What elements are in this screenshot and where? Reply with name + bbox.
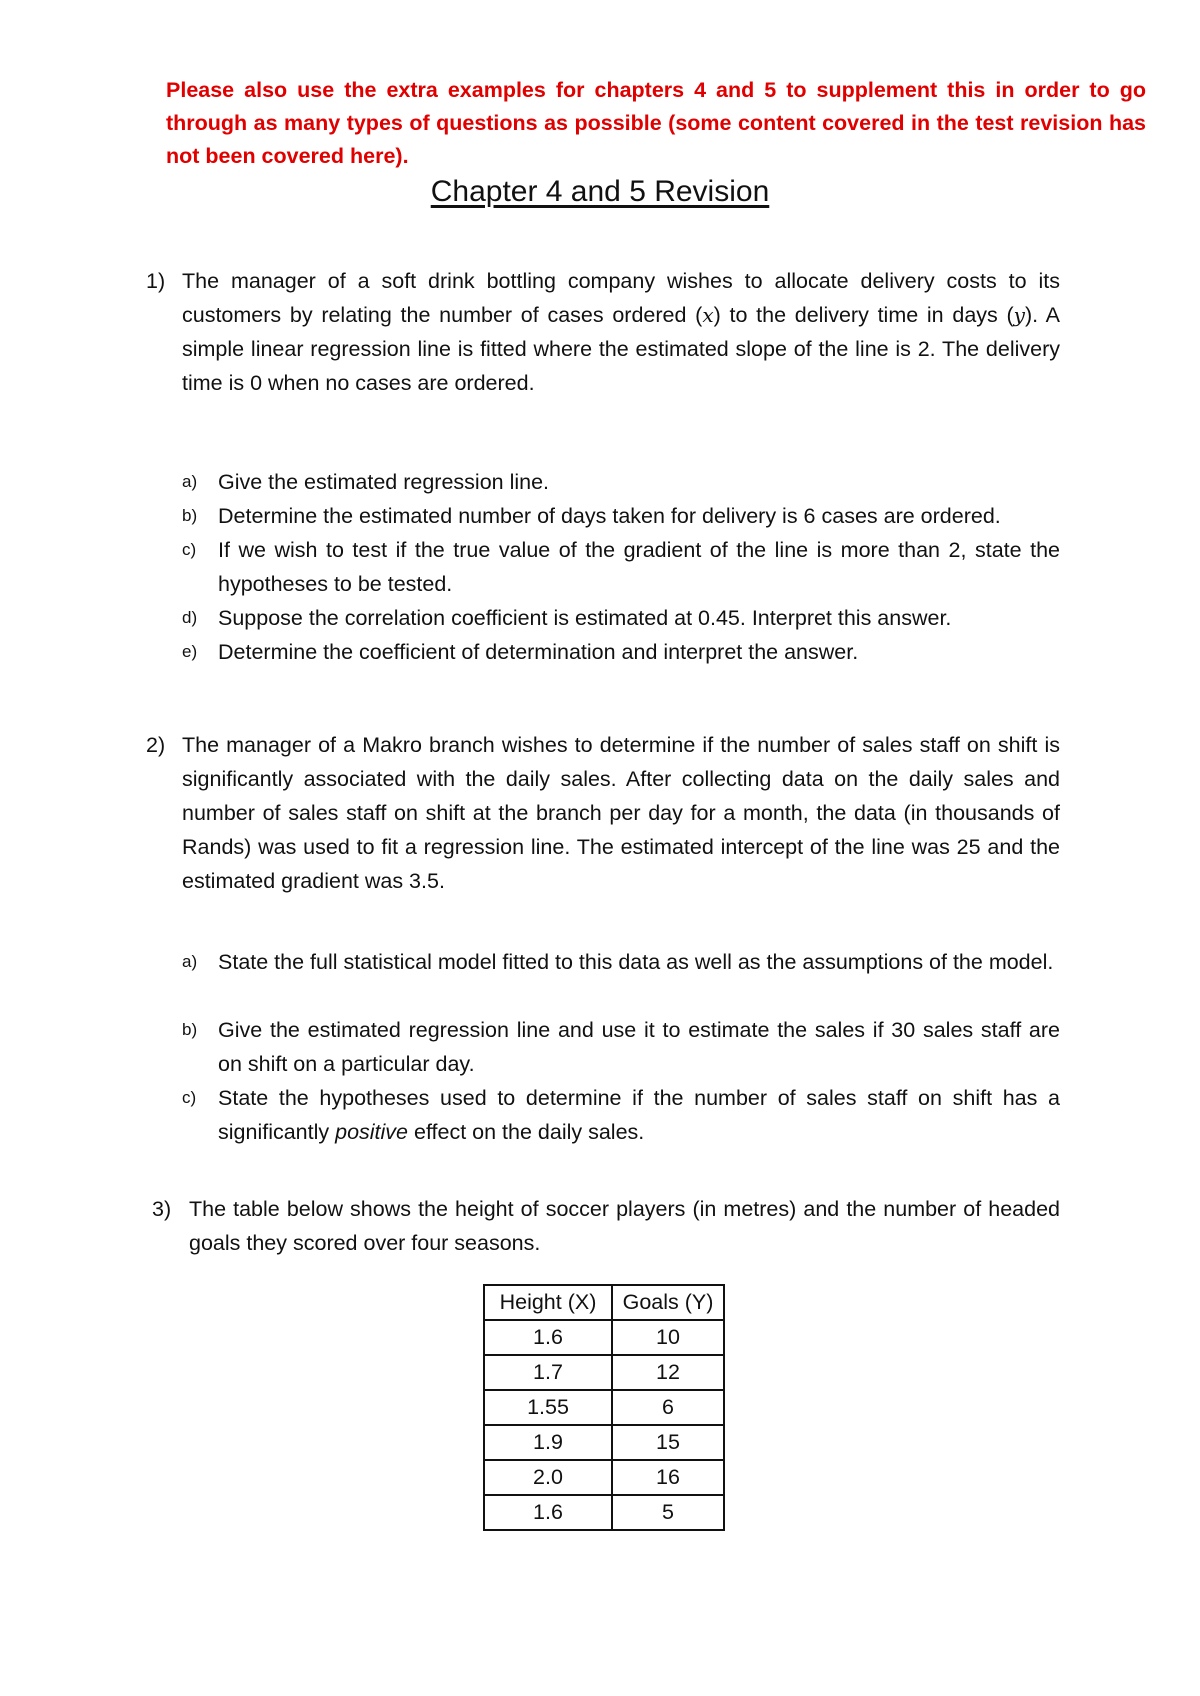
q2-part-a-label: a): [182, 952, 198, 971]
question-1-text: [182, 264, 1060, 400]
table-row: [484, 1460, 724, 1495]
q2-part-b-label: b): [182, 1020, 198, 1039]
question-2-text: The manager of a Makro branch wishes to determine if the number of sales staff on shift is significantly associated with the daily sales. After collecting data on the daily sales and number of sales staff on shift at the branch per day for a month, the data (in thousands of Rands) was used to fit a regression line. The estimated intercept of the line was 25 and the estimated gradient was 3.5.: [182, 733, 1060, 893]
q2-part-c-text-a: State the hypotheses used to determine if the number of sales staff on shift has a significantly: [218, 1086, 1060, 1144]
q1-part-b-label: b): [182, 506, 198, 525]
q1-part-e-text: Determine the coefficient of determination and interpret the answer.: [218, 640, 859, 664]
variable-y: y: [1013, 303, 1025, 327]
q2-part-c-emphasis: positive: [335, 1120, 409, 1144]
table-cell-height: 1.6: [484, 1495, 612, 1530]
table-header-row: [484, 1285, 724, 1320]
table-cell-goals: 16: [612, 1460, 724, 1495]
q1-part-b-text: Determine the estimated number of days taken for delivery is 6 cases are ordered.: [218, 504, 1001, 528]
table-row: [484, 1355, 724, 1390]
q2-part-c-text-b: effect on the daily sales.: [408, 1120, 645, 1144]
table-cell-height: 1.6: [484, 1320, 612, 1355]
q1-part-e-label: e): [182, 642, 198, 661]
q2-part-a-text: State the full statistical model fitted to this data as well as the assumptions of the model.: [218, 950, 1054, 974]
column-header-goals: Goals (Y): [612, 1285, 724, 1320]
question-3-number: 3): [152, 1197, 172, 1221]
variable-x: x: [702, 303, 714, 327]
table-row: [484, 1390, 724, 1425]
q1-part-c-text: If we wish to test if the true value of the gradient of the line is more than 2, state the hypotheses to be tested.: [218, 538, 1060, 596]
q1-part-a-text: Give the estimated regression line.: [218, 470, 550, 494]
q1-part-d-text: Suppose the correlation coefficient is estimated at 0.45. Interpret this answer.: [218, 606, 952, 630]
question-1-text-b: ) to the delivery time in days (: [713, 303, 1014, 327]
table-row: [484, 1495, 724, 1530]
table-cell-goals: 12: [612, 1355, 724, 1390]
question-1-text-c: ). A simple linear regression line is fitted where the estimated slope of the line is 2. The delivery time is 0 when no cases are ordered.: [182, 303, 1060, 395]
table-cell-height: 1.55: [484, 1390, 612, 1425]
question-3-text: The table below shows the height of soccer players (in metres) and the number of headed goals they scored over four seasons.: [189, 1197, 1060, 1255]
q2-part-b-text: Give the estimated regression line and use it to estimate the sales if 30 sales staff are on shift on a particular day.: [218, 1018, 1060, 1076]
table-cell-height: 2.0: [484, 1460, 612, 1495]
table-row: [484, 1425, 724, 1460]
height-goals-table: [483, 1284, 725, 1531]
notice-text: Please also use the extra examples for chapters 4 and 5 to supplement this in order to go through as many types of questions as possible (some content covered in the test revision has not been covered here).: [166, 78, 1146, 168]
q1-part-c-label: c): [182, 540, 197, 559]
q1-part-a-label: a): [182, 472, 198, 491]
table-cell-goals: 10: [612, 1320, 724, 1355]
q2-part-c-label: c): [182, 1088, 197, 1107]
question-1-number: 1): [146, 269, 166, 293]
table-cell-goals: 6: [612, 1390, 724, 1425]
column-header-height: Height (X): [484, 1285, 612, 1320]
table-row: [484, 1320, 724, 1355]
table-cell-height: 1.9: [484, 1425, 612, 1460]
q1-part-d-label: d): [182, 608, 198, 627]
table-cell-height: 1.7: [484, 1355, 612, 1390]
question-2-number: 2): [146, 733, 166, 757]
q2-part-c-text: [218, 1081, 1060, 1149]
question-1-text-a: The manager of a soft drink bottling company wishes to allocate delivery costs to its customers by relating the number of cases ordered (: [182, 269, 1060, 327]
table-cell-goals: 15: [612, 1425, 724, 1460]
page-title-text: Chapter 4 and 5 Revision: [430, 175, 770, 208]
page-title: [0, 172, 1200, 212]
table-cell-goals: 5: [612, 1495, 724, 1530]
